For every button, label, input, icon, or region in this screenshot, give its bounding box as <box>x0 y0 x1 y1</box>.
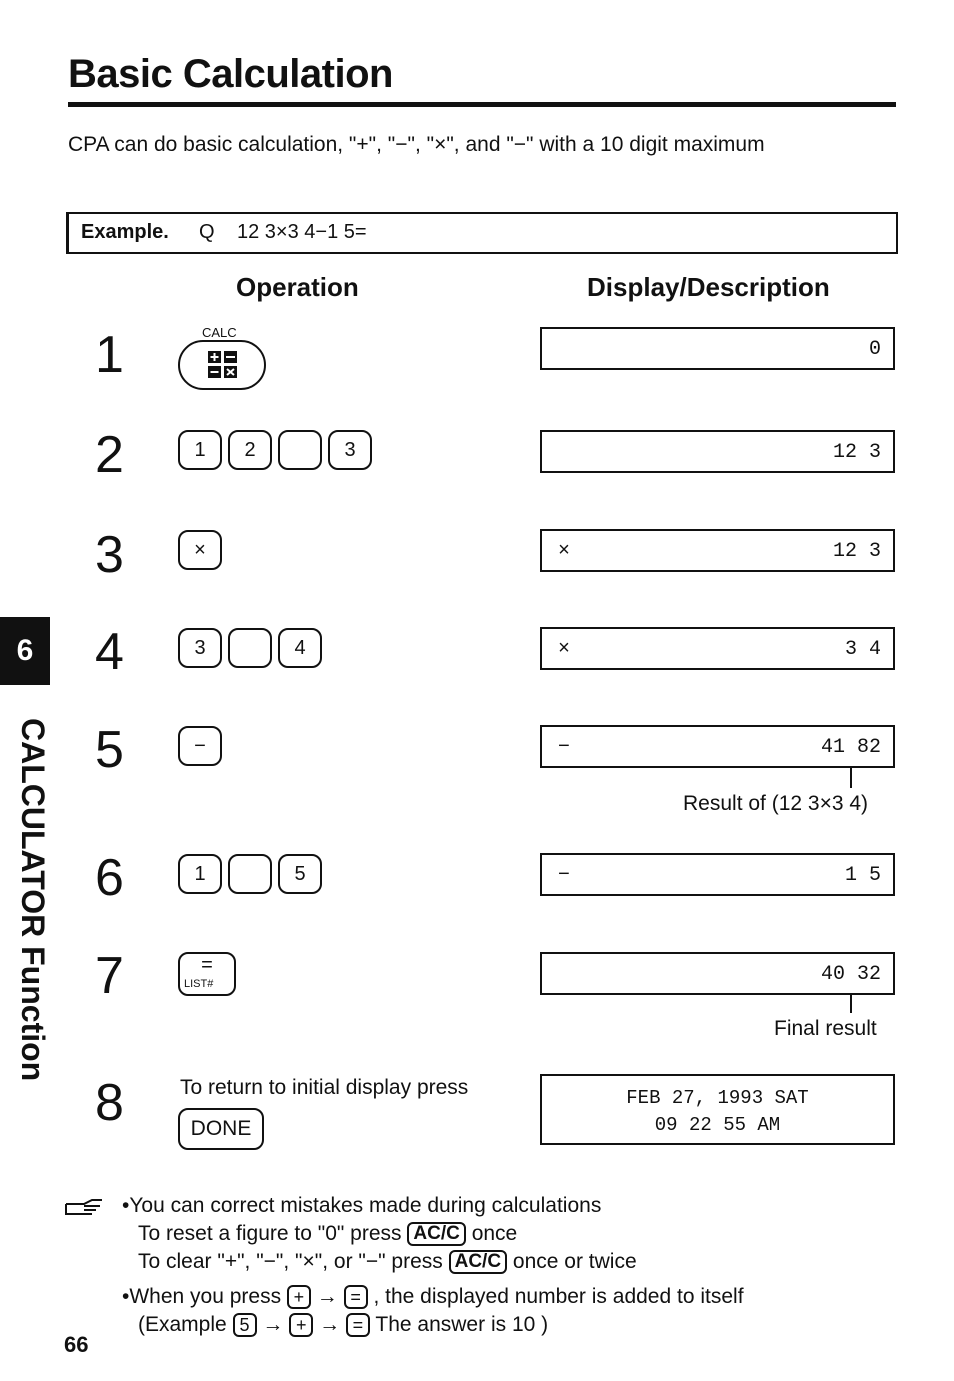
key-4[interactable]: 4 <box>278 628 322 668</box>
key-3[interactable]: 3 <box>178 628 222 668</box>
page-number: 66 <box>64 1332 89 1357</box>
display-value: 3 4 <box>844 638 881 661</box>
key-2[interactable]: 2 <box>228 430 272 470</box>
display-operator: − <box>558 736 571 759</box>
lcd-display <box>540 853 895 896</box>
calc-key[interactable] <box>178 340 266 390</box>
lcd-display <box>540 627 895 670</box>
final-result-caption: Final result <box>774 1017 877 1040</box>
operation-header: Operation <box>236 272 359 302</box>
display-value: 12 3 <box>832 441 881 464</box>
note-clear-suffix: once or twice <box>512 1250 637 1273</box>
arrow: → <box>262 1313 284 1336</box>
note-reset-suffix: once <box>471 1222 518 1245</box>
key-blank[interactable] <box>228 854 272 894</box>
step-number: 3 <box>95 526 124 584</box>
note-clear <box>138 1248 637 1276</box>
note-add-suffix: , the displayed number is added to itself <box>373 1285 744 1308</box>
plus-key[interactable]: + <box>289 1313 313 1337</box>
equals-key[interactable]: = <box>346 1313 370 1337</box>
return-instruction: To return to initial display press <box>180 1076 469 1099</box>
key-blank[interactable] <box>228 628 272 668</box>
lcd-display <box>540 952 895 995</box>
display-header: Display/Description <box>587 272 830 302</box>
calc-key-caption: CALC <box>202 325 237 340</box>
example-box <box>66 212 898 254</box>
lcd-display <box>540 430 895 473</box>
step-number: 1 <box>95 326 124 384</box>
intro-text: CPA can do basic calculation, "+", "−", "×", and "−" with a 10 digit maximum <box>68 133 765 156</box>
note-reset-text: To reset a figure to "0" press <box>138 1222 402 1245</box>
note-example-suffix: The answer is 10 ) <box>375 1313 549 1336</box>
display-operator: × <box>558 540 571 563</box>
arrow: → <box>316 1285 338 1308</box>
example-q: Q <box>199 221 215 243</box>
calc-icon <box>180 342 264 388</box>
chapter-tab: 6 <box>0 617 50 685</box>
equals-label: = <box>201 954 213 976</box>
chapter-side-label <box>0 718 70 1088</box>
note-correct-mistakes: •You can correct mistakes made during calculations <box>122 1194 602 1217</box>
lcd-display <box>540 529 895 572</box>
display-value: 40 32 <box>820 963 881 986</box>
key-1[interactable]: 1 <box>178 430 222 470</box>
example-label: Example. <box>81 221 169 243</box>
key-blank[interactable] <box>278 430 322 470</box>
display-time: 09 22 55 AM <box>654 1114 781 1136</box>
arrow: → <box>319 1313 341 1336</box>
step-number: 7 <box>95 947 124 1005</box>
key-5[interactable]: 5 <box>233 1313 257 1337</box>
note-example <box>138 1311 548 1339</box>
note-reset <box>138 1220 517 1248</box>
plus-key[interactable]: + <box>287 1285 311 1309</box>
equals-list-key[interactable] <box>178 952 236 996</box>
step-number: 5 <box>95 721 124 779</box>
step-number: 2 <box>95 426 124 484</box>
title-rule <box>68 102 896 107</box>
multiply-key[interactable]: × <box>178 530 222 570</box>
lcd-display <box>540 725 895 768</box>
lcd-display <box>540 327 895 370</box>
equals-key[interactable]: = <box>344 1285 368 1309</box>
note-example-text: (Example <box>138 1313 227 1336</box>
display-operator: × <box>558 638 571 661</box>
step-number: 4 <box>95 623 124 681</box>
note-add-self <box>122 1283 744 1311</box>
display-value: 41 82 <box>820 736 881 759</box>
display-value: 1 5 <box>844 864 881 887</box>
step-number: 6 <box>95 849 124 907</box>
key-3[interactable]: 3 <box>328 430 372 470</box>
acc-key[interactable]: AC/C <box>449 1250 507 1274</box>
result-pointer-line <box>850 993 852 1013</box>
note-add-text: •When you press <box>122 1285 282 1308</box>
key-5[interactable]: 5 <box>278 854 322 894</box>
chapter-side-text: CALCULATOR Function <box>15 718 51 1082</box>
display-date: FEB 27, 1993 SAT <box>626 1087 809 1109</box>
lcd-display <box>540 1074 895 1145</box>
intermediate-result-caption: Result of (12 3×3 4) <box>683 792 869 815</box>
display-value: 12 3 <box>832 540 881 563</box>
acc-key[interactable]: AC/C <box>407 1222 465 1246</box>
pointing-hand-icon <box>64 1198 104 1218</box>
example-expression: 12 3×3 4−1 5= <box>237 221 367 243</box>
minus-key[interactable]: − <box>178 726 222 766</box>
page-title: Basic Calculation <box>68 52 393 96</box>
display-operator: − <box>558 864 571 887</box>
done-key[interactable]: DONE <box>178 1108 264 1150</box>
display-value: 0 <box>868 338 881 361</box>
note-clear-text: To clear "+", "−", "×", or "−" press <box>138 1250 443 1273</box>
list-label: LIST# <box>184 978 214 990</box>
step-number: 8 <box>95 1074 124 1132</box>
result-pointer-line <box>850 766 852 788</box>
key-1[interactable]: 1 <box>178 854 222 894</box>
